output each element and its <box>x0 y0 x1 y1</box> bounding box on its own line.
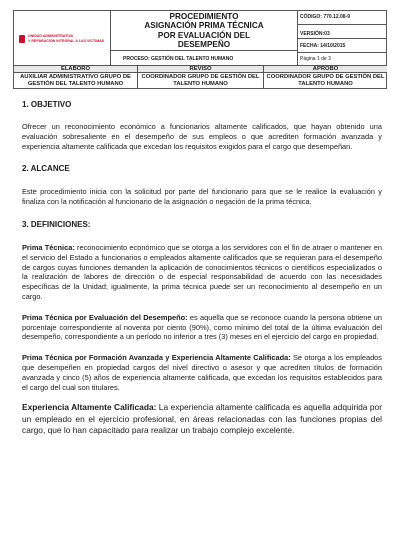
logo-text-line: UNIDAD ADMINISTRATIVA <box>28 34 74 38</box>
logo-text-line: Y REPARACIÓN INTEGRAL A LAS VÍCTIMAS <box>28 38 105 43</box>
institution-logo <box>19 35 25 43</box>
process-label: PROCESO: GESTIÓN DEL TALENTO HUMANO <box>111 51 298 66</box>
approval-heading: APROBO <box>264 66 387 73</box>
page-number: Página 1 de 3 <box>300 56 331 62</box>
logo-text <box>28 34 104 43</box>
definition-text: La experiencia altamente calificada es aquella adquirida por un empleado en el ejercicio profesional, en áreas relacionadas con las funciones propias del cargo, que lo han capacitado para realizar un trabajo complejo excelente. <box>22 402 382 435</box>
title-line: DESEMPEÑO <box>177 40 231 50</box>
approval-table <box>13 66 387 89</box>
document-title <box>111 11 298 51</box>
document-version: VERSIÓN:03 <box>298 25 387 39</box>
objetivo-paragraph: Ofrecer un reconocimiento económico a funcionarios altamente calificados, que hayan obtenido una evaluación sobresaliente en el desempeño de sus empleos o que acrediten formación avanzada y experiencia altamente calificada que excedan los requisitos exigidos para el cargo que desempeñan. <box>22 122 382 151</box>
definition-term: Experiencia Altamente Calificada: <box>22 402 157 413</box>
definition-text: reconocimiento económico que se otorga a los servidores con el fin de atraer o mantener en el servicio del Estado a funcionarios o empleados altamente calificados que se requieran para el desempeño de cargos cuyas funciones demanden la aplicación de conocimientos técnicos o científicos especializados o la realización de labores de dirección o de especial responsabilidad de acuerdo con las necesidades específicas de la Unidad; igualmente, la prima técnica puede ser un reconocimiento al desempeño en un cargo. <box>22 242 382 301</box>
document-date: FECHA: 14/10/2015 <box>298 39 387 53</box>
approval-value: AUXILIAR ADMINISTRATIVO GRUPO DE GESTIÓN DEL TALENTO HUMANO <box>20 74 131 87</box>
logo-cell <box>14 11 111 66</box>
section-heading-definiciones: 3. DEFINICIONES: <box>22 219 91 229</box>
approval-value: COORDINADOR GRUPO DE GESTIÓN DEL TALENTO HUMANO <box>141 74 260 87</box>
title-line: ASIGNACIÓN PRIMA TÉCNICA <box>144 21 264 31</box>
section-heading-alcance: 2. ALCANCE <box>22 164 70 174</box>
definition-evaluacion-desempeno <box>22 313 382 342</box>
definition-text: Se otorga a los empleados que desempeñen en propiedad cargos del nivel directivo o asesor y que acrediten títulos de formación avanzada y cinco (5) años de experiencia altamente calificada, que excedan los requisitos establecidos para el cargo del cual son titulares. <box>22 353 382 392</box>
approval-column-aprobo <box>264 66 387 88</box>
document-header <box>13 10 387 66</box>
document-body <box>22 100 382 436</box>
alcance-paragraph: Este procedimiento inicia con la solicitud por parte del funcionario para que se le realice la evaluación y finaliza con la notificación al funcionario de la asignación o negación de la prima técnica. <box>22 187 382 207</box>
section-heading-objetivo: 1. OBJETIVO <box>22 100 72 109</box>
title-line: PROCEDIMIENTO <box>169 12 239 21</box>
approval-heading: REVISO <box>138 66 263 73</box>
definition-experiencia-calificada <box>22 402 382 436</box>
definition-term: Prima Técnica por Evaluación del Desempeño: <box>22 312 188 322</box>
approval-column-elaboro <box>14 66 138 88</box>
definition-term: Prima Técnica: <box>22 242 75 252</box>
document-code: CÓDIGO: 770.12.08-9 <box>298 11 387 25</box>
approval-value: COORDINADOR GRUPO DE GESTIÓN DEL TALENTO HUMANO <box>266 74 385 87</box>
definition-term: Prima Técnica por Formación Avanzada y Experiencia Altamente Calificada: <box>22 353 291 363</box>
definition-prima-tecnica <box>22 243 382 302</box>
approval-column-reviso <box>138 66 264 88</box>
definition-formacion-avanzada <box>22 353 382 392</box>
approval-heading: ELABORO <box>14 66 137 73</box>
title-line: POR EVALUACIÓN DEL <box>157 30 251 40</box>
definition-text: es aquella que se reconoce cuando la persona obtiene un porcentaje correspondiente al noventa por ciento (90%), como mínimo del total de la última evaluación del desempeño, correspondiente a un período no inferior a tres (3) meses en el ejercicio del cargo en propiedad. <box>22 312 382 342</box>
